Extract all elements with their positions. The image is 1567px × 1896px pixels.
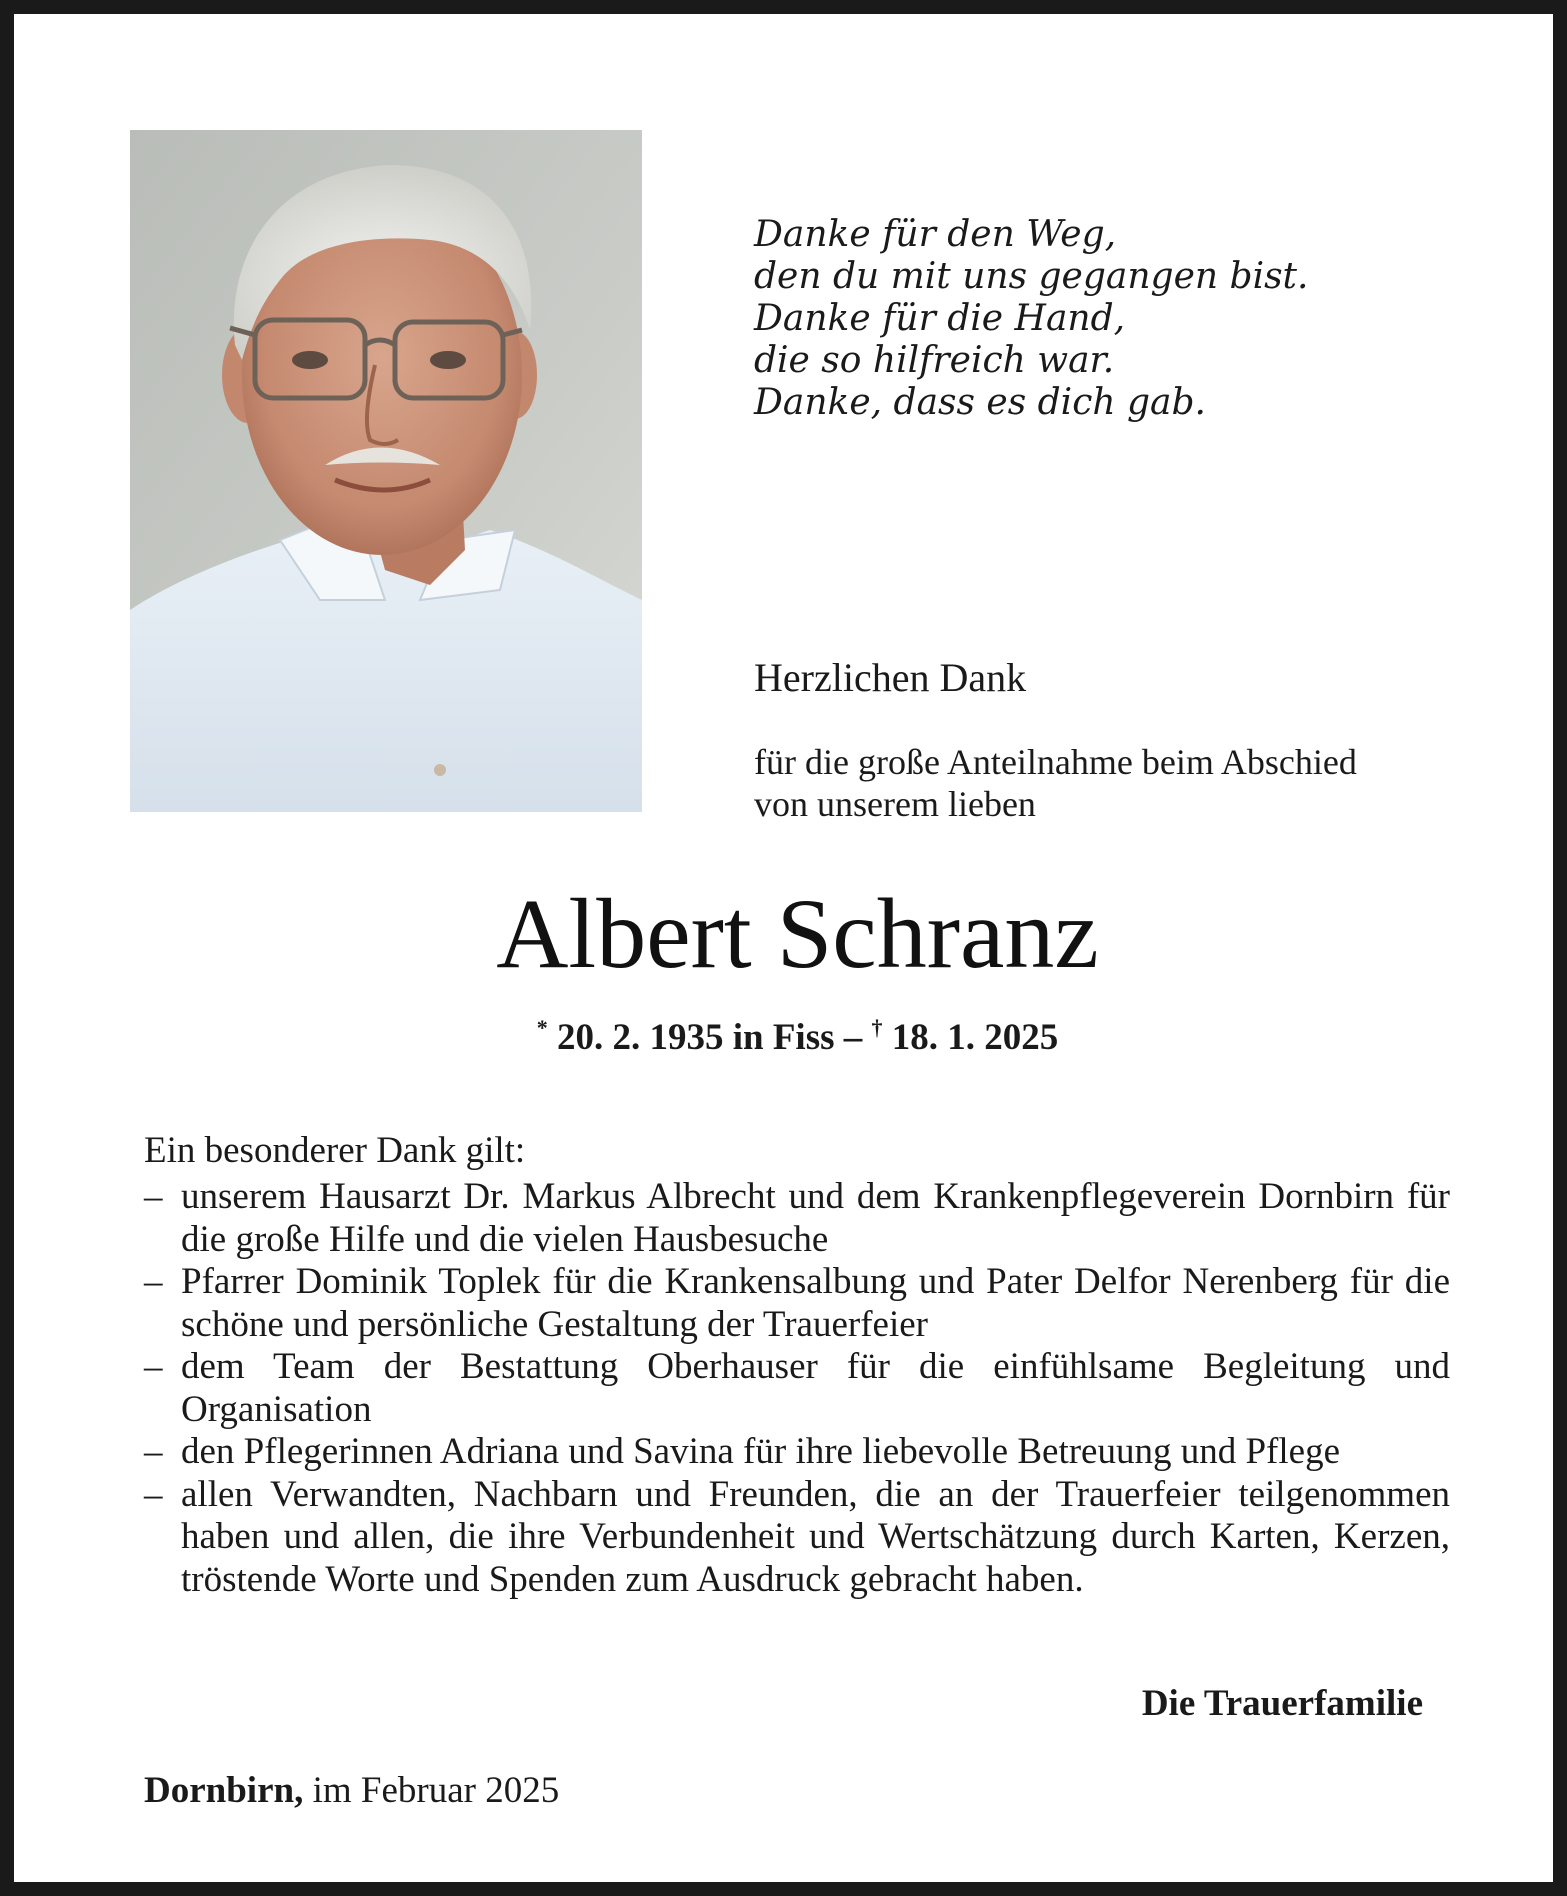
birth-symbol: *	[536, 1015, 548, 1040]
death-symbol: †	[871, 1015, 883, 1040]
special-thanks-heading: Ein besonderer Dank gilt:	[144, 1130, 526, 1171]
list-item	[144, 1474, 1450, 1602]
list-item	[144, 1431, 1450, 1474]
dash: –	[144, 1431, 163, 1472]
place-month: im Februar 2025	[312, 1770, 560, 1811]
poem-line: die so hilfreich war.	[754, 340, 1115, 381]
signature: Die Trauerfamilie	[1141, 1683, 1423, 1724]
portrait-photo	[130, 130, 642, 812]
list-item	[144, 1346, 1450, 1431]
dash: –	[144, 1473, 163, 1515]
list-item-text: den Pflegerinnen Adriana und Savina für ihre liebevolle Betreuung und Pflege	[181, 1431, 1340, 1472]
thanks-line: für die große Anteilnahme beim Abschied	[754, 742, 1357, 782]
list-item	[144, 1176, 1450, 1261]
poem-line: Danke, dass es dich gab.	[754, 382, 1206, 423]
poem	[754, 214, 1308, 424]
thanks-line: von unserem lieben	[754, 784, 1036, 824]
dash: –	[144, 1176, 163, 1217]
thanks-heading: Herzlichen Dank	[754, 655, 1027, 700]
death-date: 18. 1. 2025	[891, 1017, 1059, 1058]
special-thanks-list	[144, 1176, 1450, 1601]
deceased-name: Albert Schranz	[496, 878, 1099, 989]
life-dates	[14, 1006, 1567, 1060]
birth-date: 20. 2. 1935 in Fiss	[556, 1017, 835, 1058]
list-item-text: allen Verwandten, Nachbarn und Freunden, die an der Trauerfeier teilgenommen haben und allen, die ihre Verbundenheit und Wertschätzung durch Karten, Kerzen, tröstende Worte und Spenden zum Ausdruck gebracht haben.	[181, 1473, 1450, 1600]
thanks-text	[754, 741, 1357, 825]
poem-line: Danke für den Weg,	[754, 214, 1117, 255]
list-item	[144, 1261, 1450, 1346]
list-item-text: Pfarrer Dominik Toplek für die Krankensalbung und Pater Delfor Nerenberg für die schöne und persönliche Gestaltung der Trauerfeier	[181, 1261, 1450, 1345]
place-date	[144, 1769, 559, 1813]
poem-line: den du mit uns gegangen bist.	[754, 256, 1309, 297]
place-city: Dornbirn,	[144, 1770, 304, 1811]
dash: –	[144, 1261, 163, 1302]
dash: –	[144, 1346, 163, 1387]
list-item-text: dem Team der Bestattung Oberhauser für die einfühlsame Begleitung und Organisation	[181, 1346, 1450, 1430]
list-item-text: unserem Hausarzt Dr. Markus Albrecht und dem Krankenpflegeverein Dornbirn für die große Hilfe und die vielen Hausbesuche	[181, 1176, 1450, 1260]
poem-line: Danke für die Hand,	[754, 298, 1126, 339]
date-separator: –	[843, 1017, 863, 1058]
